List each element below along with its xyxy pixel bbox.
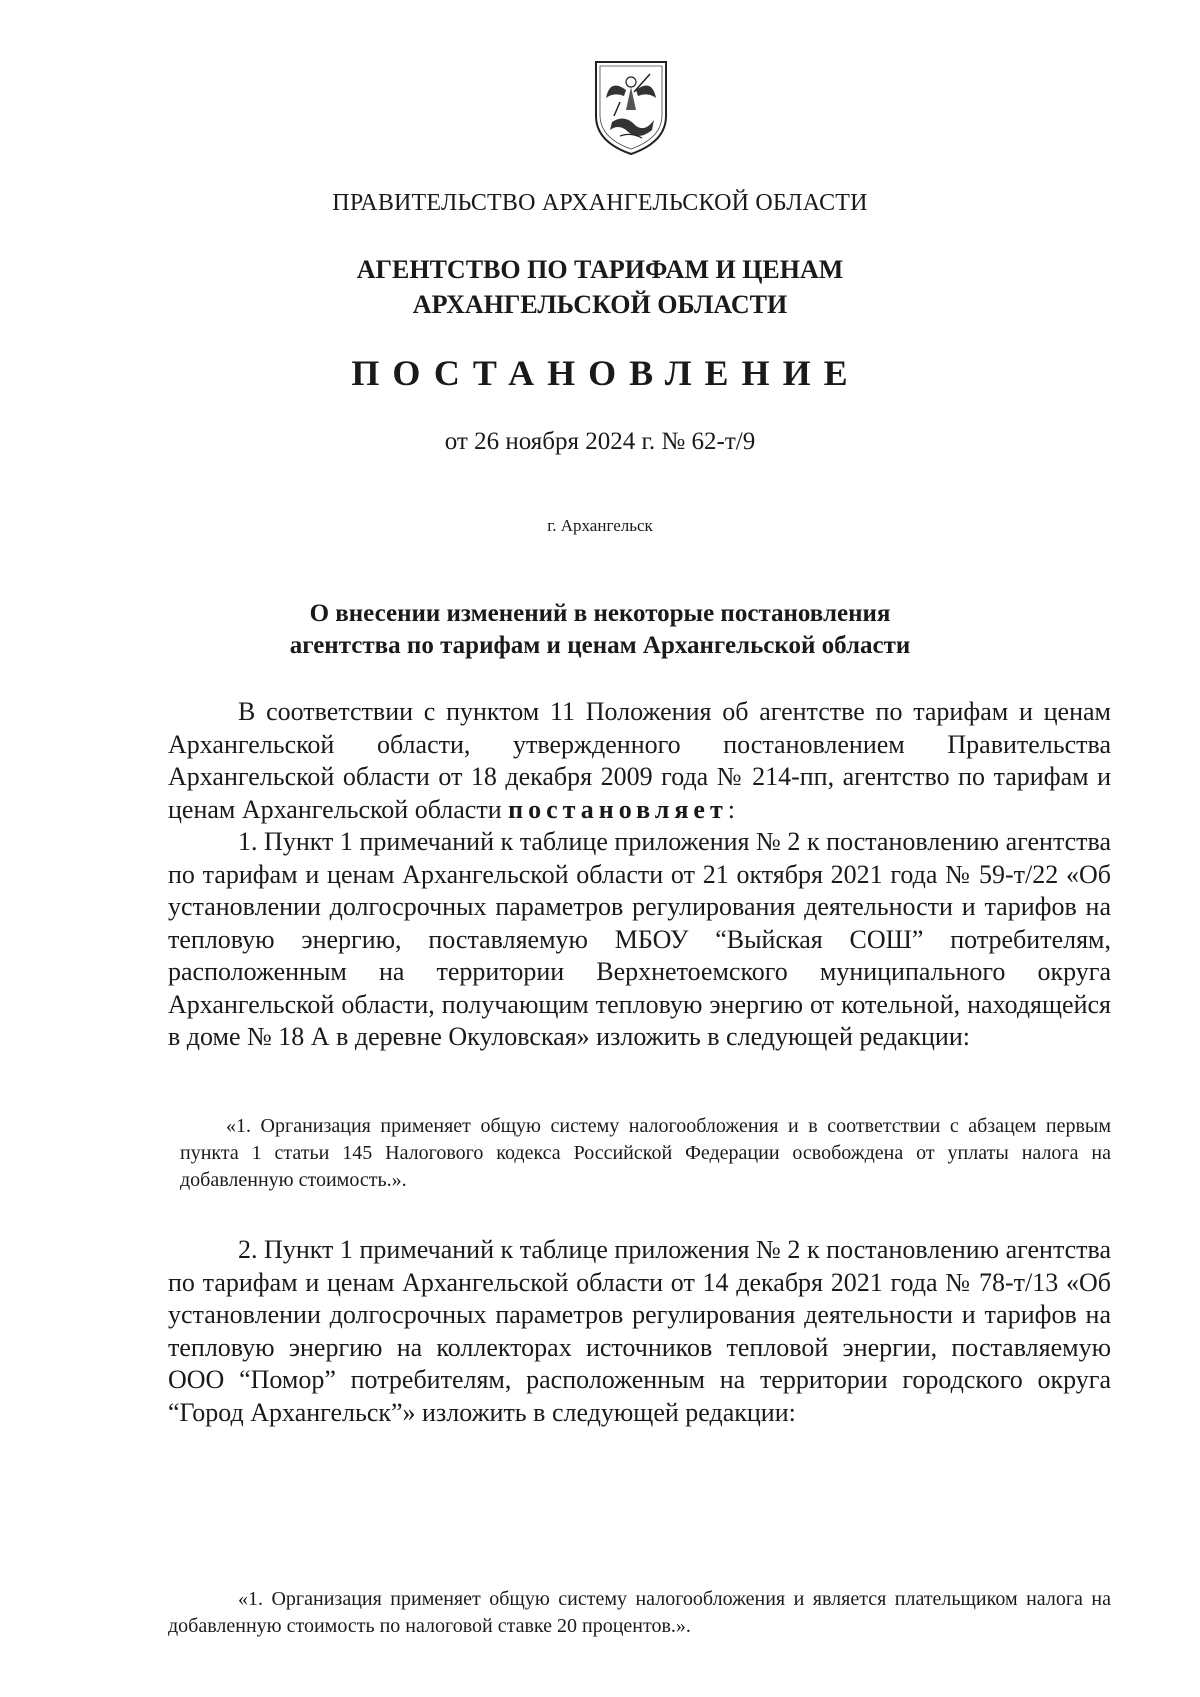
city-line: г. Архангельск — [547, 516, 653, 535]
main-body-part1 — [168, 696, 1111, 1054]
quote-1-paragraph: «1. Организация применяет общую систему налогообложения и в соответствии с абзацем первым пункта 1 статьи 145 Налогового кодекса Российской Федерации освобождена от уплаты налога на добавленную стоимость.». — [180, 1115, 1111, 1191]
subject-line2: агентства по тарифам и ценам Архангельской области — [289, 632, 911, 659]
decrees-colon: : — [727, 794, 735, 824]
date-and-number: от 26 ноября 2024 г. № 62-т/9 — [444, 428, 756, 455]
arkhangelsk-coat-of-arms-icon — [590, 58, 672, 158]
item-2-paragraph: 2. Пункт 1 примечаний к таблице приложения № 2 к постановлению агентства по тарифам и ценам Архангельской области от 14 декабря 2021 года № 78-т/13 «Об установлении долгосрочных параметров регулирования деятельности и тарифов на тепловую энергию на коллекторах источников тепловой энергии, поставляемую ООО “Помор” потребителям, расположенным на территории городского округа “Город Архангельск”» изложить в следующей редакции: — [168, 1235, 1111, 1427]
document-subject — [0, 598, 1200, 662]
item-1-paragraph: 1. Пункт 1 примечаний к таблице приложения № 2 к постановлению агентства по тарифам и ценам Архангельской области от 21 октября 2021 года № 59-т/22 «Об установлении долгосрочных параметров регулирования деятельности и тарифов на тепловую энергию, поставляемую МБОУ “Выйская СОШ” потребителям, расположенным на территории Верхнетоемского муниципального округа Архангельской области, получающим тепловую энергию от котельной, находящейся в доме № 18 А в деревне Окуловская» изложить в следующей редакции: — [168, 827, 1111, 1051]
quote-2-paragraph: «1. Организация применяет общую систему налогообложения и является плательщиком налога на добавленную стоимость по налоговой ставке 20 процентов.». — [168, 1588, 1111, 1637]
preamble-text: В соответствии с пунктом 11 Положения об агентстве по тарифам и ценам Архангельской области, утвержденного постановлением Правительства Архангельской области от 18 декабря 2009 года № 214-пп, агентство по тарифам и ценам Архангельской области — [168, 697, 1111, 824]
preamble-paragraph — [168, 696, 1111, 826]
main-body-part2 — [168, 1234, 1111, 1429]
government-heading: ПРАВИТЕЛЬСТВО АРХАНГЕЛЬСКОЙ ОБЛАСТИ — [332, 190, 868, 216]
decrees-word: постановляет — [508, 794, 728, 824]
subject-line1: О внесении изменений в некоторые постановления — [309, 600, 891, 627]
agency-heading — [0, 252, 1200, 322]
agency-heading-line2: АРХАНГЕЛЬСКОЙ ОБЛАСТИ — [412, 290, 788, 319]
document-type-title: ПОСТАНОВЛЕНИЕ — [351, 353, 861, 393]
agency-heading-line1: АГЕНТСТВО ПО ТАРИФАМ И ЦЕНАМ — [356, 255, 844, 284]
